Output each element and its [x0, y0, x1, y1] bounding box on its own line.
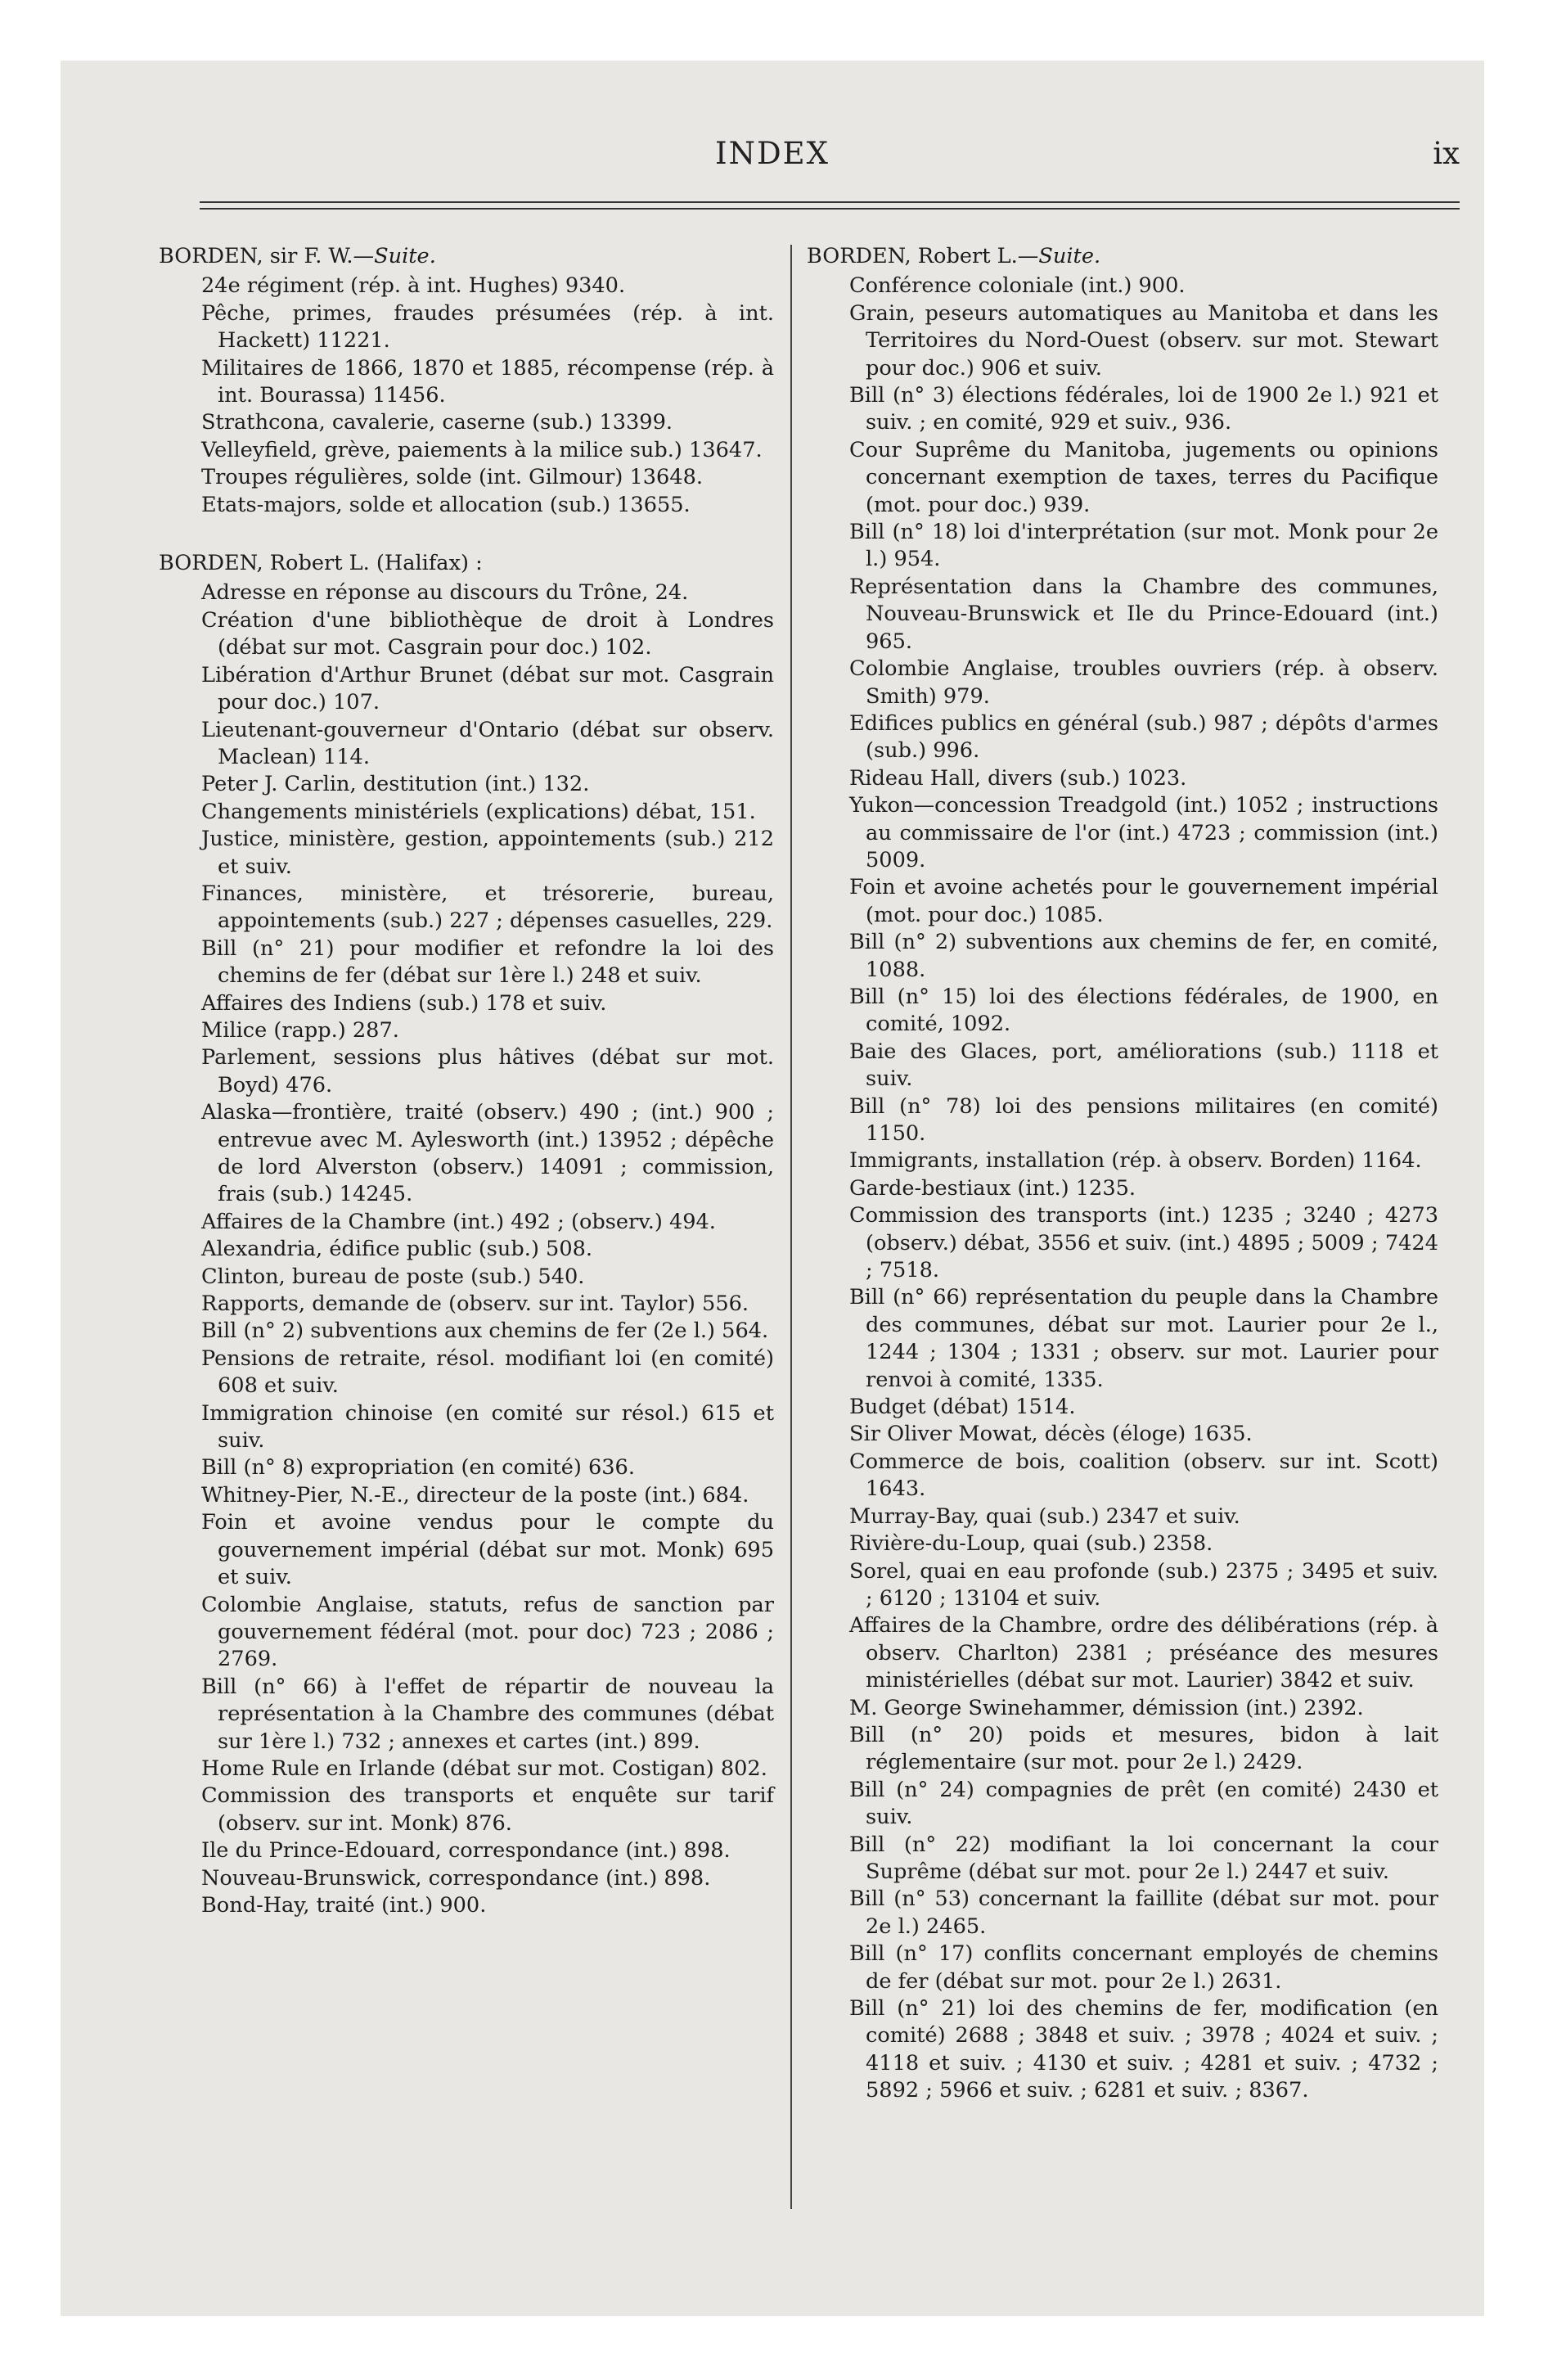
index-entry: Représentation dans la Chambre des communes, Nouveau-Brunswick et Ile du Prince-Edouard (int.) 965. — [849, 574, 1438, 654]
index-entry: Whitney-Pier, N.-E., directeur de la poste (int.) 684. — [201, 1482, 749, 1508]
index-entry: Yukon—concession Treadgold (int.) 1052 ; instructions au commissaire de l'or (int.) 4723 ; commission (int.) 5009. — [849, 793, 1438, 872]
index-entry: Troupes régulières, solde (int. Gilmour) 13648. — [201, 465, 704, 490]
index-entry: Libération d'Arthur Brunet (débat sur mot. Casgrain pour doc.) 107. — [201, 662, 774, 715]
index-entry: Bill (n° 66) à l'effet de répartir de nouveau la représentation à la Chambre des communes (débat sur 1ère l.) 732 ; annexes et cartes (int.) 899. — [201, 1674, 774, 1754]
index-entry: Milice (rapp.) 287. — [201, 1017, 399, 1043]
index-entry: Bill (n° 21) loi des chemins de fer, modification (en comité) 2688 ; 3848 et suiv. ; 3978 ; 4024 et suiv. ; 4118 et suiv. ; 4130 et suiv. ; 4281 et suiv. ; 4732 ; 5892 ; 5966 et suiv. ; 6281 et suiv. ; 8367. — [849, 1996, 1438, 2103]
index-entry: Affaires de la Chambre (int.) 492 ; (observ.) 494. — [201, 1209, 716, 1234]
index-entry: Sir Oliver Mowat, décès (éloge) 1635. — [849, 1422, 1253, 1447]
index-entry: Bill (n° 2) subventions aux chemins de fer (2e l.) 564. — [201, 1318, 769, 1344]
index-entry: Affaires de la Chambre, ordre des délibérations (rép. à observ. Charlton) 2381 ; préséance des mesures ministérielles (débat sur mot. Laurier) 3842 et suiv. — [849, 1613, 1438, 1693]
index-entry: Immigration chinoise (en comité sur résol.) 615 et suiv. — [201, 1400, 774, 1454]
index-entry: Pêche, primes, fraudes présumées (rép. à int. Hackett) 11221. — [201, 300, 774, 354]
index-entry: Grain, peseurs automatiques au Manitoba et dans les Territoires du Nord-Ouest (observ. sur mot. Stewart pour doc.) 906 et suiv. — [849, 300, 1438, 381]
index-entry: Bill (n° 20) poids et mesures, bidon à lait réglementaire (sur mot. pour 2e l.) 2429. — [849, 1722, 1438, 1775]
index-entry: Lieutenant-gouverneur d'Ontario (débat sur observ. Maclean) 114. — [201, 717, 774, 769]
index-entry: Bill (n° 18) loi d'interprétation (sur mot. Monk pour 2e l.) 954. — [849, 520, 1438, 572]
index-entry: Bill (n° 2) subventions aux chemins de fer, en comité, 1088. — [849, 930, 1438, 982]
index-entry: Garde-bestiaux (int.) 1235. — [849, 1175, 1136, 1201]
index-entry: Bill (n° 21) pour modifier et refondre la loi des chemins de fer (débat sur 1ère l.) 248 et suiv. — [201, 935, 774, 989]
index-entry: Commission des transports (int.) 1235 ; 3240 ; 4273 (observ.) débat, 3556 et suiv. (int.) 4895 ; 5009 ; 7424 ; 7518. — [849, 1203, 1438, 1283]
index-entry: Immigrants, installation (rép. à observ. Borden) 1164. — [849, 1148, 1422, 1174]
index-entry: Bond-Hay, traité (int.) 900. — [201, 1892, 487, 1918]
index-entry: Pensions de retraite, résol. modifiant loi (en comité) 608 et suiv. — [201, 1346, 774, 1399]
index-entry: Peter J. Carlin, destitution (int.) 132. — [201, 772, 590, 797]
index-entry: Murray-Bay, quai (sub.) 2347 et suiv. — [849, 1503, 1240, 1529]
index-entry: Rivière-du-Loup, quai (sub.) 2358. — [849, 1531, 1213, 1557]
index-entry: Adresse en réponse au discours du Trône, 24. — [201, 580, 689, 606]
heading-suite: —Suite. — [353, 244, 436, 268]
index-entry: Bill (n° 3) élections fédérales, loi de 1900 2e l.) 921 et suiv. ; en comité, 929 et suiv., 936. — [849, 383, 1438, 435]
left-column — [159, 243, 774, 1919]
index-entry: Bill (n° 22) modifiant la loi concernant la cour Suprême (débat sur mot. pour 2e l.) 2447 et suiv. — [849, 1832, 1438, 1884]
index-entry: Edifices publics en général (sub.) 987 ; dépôts d'armes (sub.) 996. — [849, 710, 1438, 764]
index-entry: Bill (n° 24) compagnies de prêt (en comité) 2430 et suiv. — [849, 1777, 1438, 1830]
index-entry: Etats-majors, solde et allocation (sub.) 13655. — [201, 492, 691, 517]
index-entry: Bill (n° 78) loi des pensions militaires (en comité) 1150. — [849, 1093, 1438, 1146]
page-number: ix — [1433, 136, 1460, 171]
header-rule-top — [200, 201, 1460, 203]
index-entry: Militaires de 1866, 1870 et 1885, récompense (rép. à int. Bourassa) 11456. — [201, 355, 774, 408]
index-entry: Commerce de bois, coalition (observ. sur int. Scott) 1643. — [849, 1449, 1438, 1502]
column-divider — [790, 245, 792, 2209]
index-entry: Foin et avoine vendus pour le compte du gouvernement impérial (débat sur mot. Monk) 695 et suiv. — [201, 1510, 774, 1590]
index-entry: Bill (n° 8) expropriation (en comité) 636. — [201, 1455, 635, 1481]
heading-name: BORDEN, Robert L. — [807, 244, 1018, 268]
index-entry: Velleyfield, grève, paiements à la milice sub.) 13647. — [201, 437, 763, 462]
index-entry: Colombie Anglaise, troubles ouvriers (rép. à observ. Smith) 979. — [849, 656, 1438, 709]
heading-suite: —Suite. — [1017, 244, 1101, 268]
index-heading — [159, 243, 774, 270]
index-entry: Home Rule en Irlande (débat sur mot. Costigan) 802. — [201, 1756, 767, 1781]
index-heading — [807, 243, 1438, 270]
section-gap — [159, 519, 774, 550]
index-entry: Bill (n° 66) représentation du peuple dans la Chambre des communes, débat sur mot. Laurier pour 2e l., 1244 ; 1304 ; 1331 ; observ. sur mot. Laurier pour renvoi à comité, 1335. — [849, 1285, 1438, 1392]
index-entry: Rapports, demande de (observ. sur int. Taylor) 556. — [201, 1291, 749, 1317]
index-entry: Bill (n° 17) conflits concernant employés de chemins de fer (débat sur mot. pour 2e l.) 2631. — [849, 1941, 1438, 1994]
index-entry: Affaires des Indiens (sub.) 178 et suiv. — [201, 990, 607, 1016]
index-entry: Cour Suprême du Manitoba, jugements ou opinions concernant exemption de taxes, terres du Pacifique (mot. pour doc.) 939. — [849, 437, 1438, 517]
index-entry: Bill (n° 15) loi des élections fédérales, de 1900, en comité, 1092. — [849, 984, 1438, 1037]
heading-name: BORDEN, sir F. W. — [159, 244, 353, 268]
index-entry: Conférence coloniale (int.) 900. — [849, 273, 1186, 299]
index-entry: Changements ministériels (explications) débat, 151. — [201, 799, 756, 824]
index-entry: Colombie Anglaise, statuts, refus de sanction par gouvernement fédéral (mot. pour doc) 723 ; 2086 ; 2769. — [201, 1592, 774, 1672]
running-head — [61, 136, 1484, 177]
index-entry: Baie des Glaces, port, améliorations (sub.) 1118 et suiv. — [849, 1039, 1438, 1092]
index-entry: Alexandria, édifice public (sub.) 508. — [201, 1237, 593, 1262]
header-rule-bottom — [200, 208, 1460, 210]
index-entry: Bill (n° 53) concernant la faillite (débat sur mot. pour 2e l.) 2465. — [849, 1886, 1438, 1939]
index-entry: Budget (débat) 1514. — [849, 1395, 1076, 1420]
page-sheet — [61, 61, 1484, 2316]
index-heading — [159, 550, 774, 577]
index-entry: Clinton, bureau de poste (sub.) 540. — [201, 1264, 585, 1289]
index-entry: Création d'une bibliothèque de droit à Londres (débat sur mot. Casgrain pour doc.) 102. — [201, 607, 774, 660]
entry-list — [159, 273, 774, 519]
index-entry: Commission des transports et enquête sur tarif (observ. sur int. Monk) 876. — [201, 1783, 774, 1836]
index-entry: Alaska—frontière, traité (observ.) 490 ; (int.) 900 ; entrevue avec M. Aylesworth (int.) 13952 ; dépêche de lord Alverston (observ.) 14091 ; commission, frais (sub.) 14245. — [201, 1100, 774, 1207]
index-entry: Strathcona, cavalerie, caserne (sub.) 13399. — [201, 410, 673, 435]
index-entry: 24e régiment (rép. à int. Hughes) 9340. — [201, 273, 626, 299]
index-entry: Rideau Hall, divers (sub.) 1023. — [849, 765, 1187, 791]
index-entry: Justice, ministère, gestion, appointements (sub.) 212 et suiv. — [201, 827, 774, 879]
index-entry: Parlement, sessions plus hâtives (débat sur mot. Boyd) 476. — [201, 1045, 774, 1098]
entry-list — [159, 579, 774, 1919]
index-entry: Finances, ministère, et trésorerie, bureau, appointements (sub.) 227 ; dépenses casuelles, 229. — [201, 881, 774, 934]
page-title: INDEX — [714, 136, 830, 171]
index-entry: Ile du Prince-Edouard, correspondance (int.) 898. — [201, 1838, 731, 1864]
index-entry: Sorel, quai en eau profonde (sub.) 2375 ; 3495 et suiv. ; 6120 ; 13104 et suiv. — [849, 1558, 1438, 1611]
right-column — [807, 243, 1438, 2105]
heading-name: BORDEN, Robert L. (Halifax) : — [159, 551, 483, 576]
index-entry: Nouveau-Brunswick, correspondance (int.) 898. — [201, 1865, 711, 1891]
index-entry: Foin et avoine achetés pour le gouvernement impérial (mot. pour doc.) 1085. — [849, 875, 1438, 927]
index-entry: M. George Swinehammer, démission (int.) 2392. — [849, 1695, 1364, 1720]
entry-list — [807, 273, 1438, 2104]
